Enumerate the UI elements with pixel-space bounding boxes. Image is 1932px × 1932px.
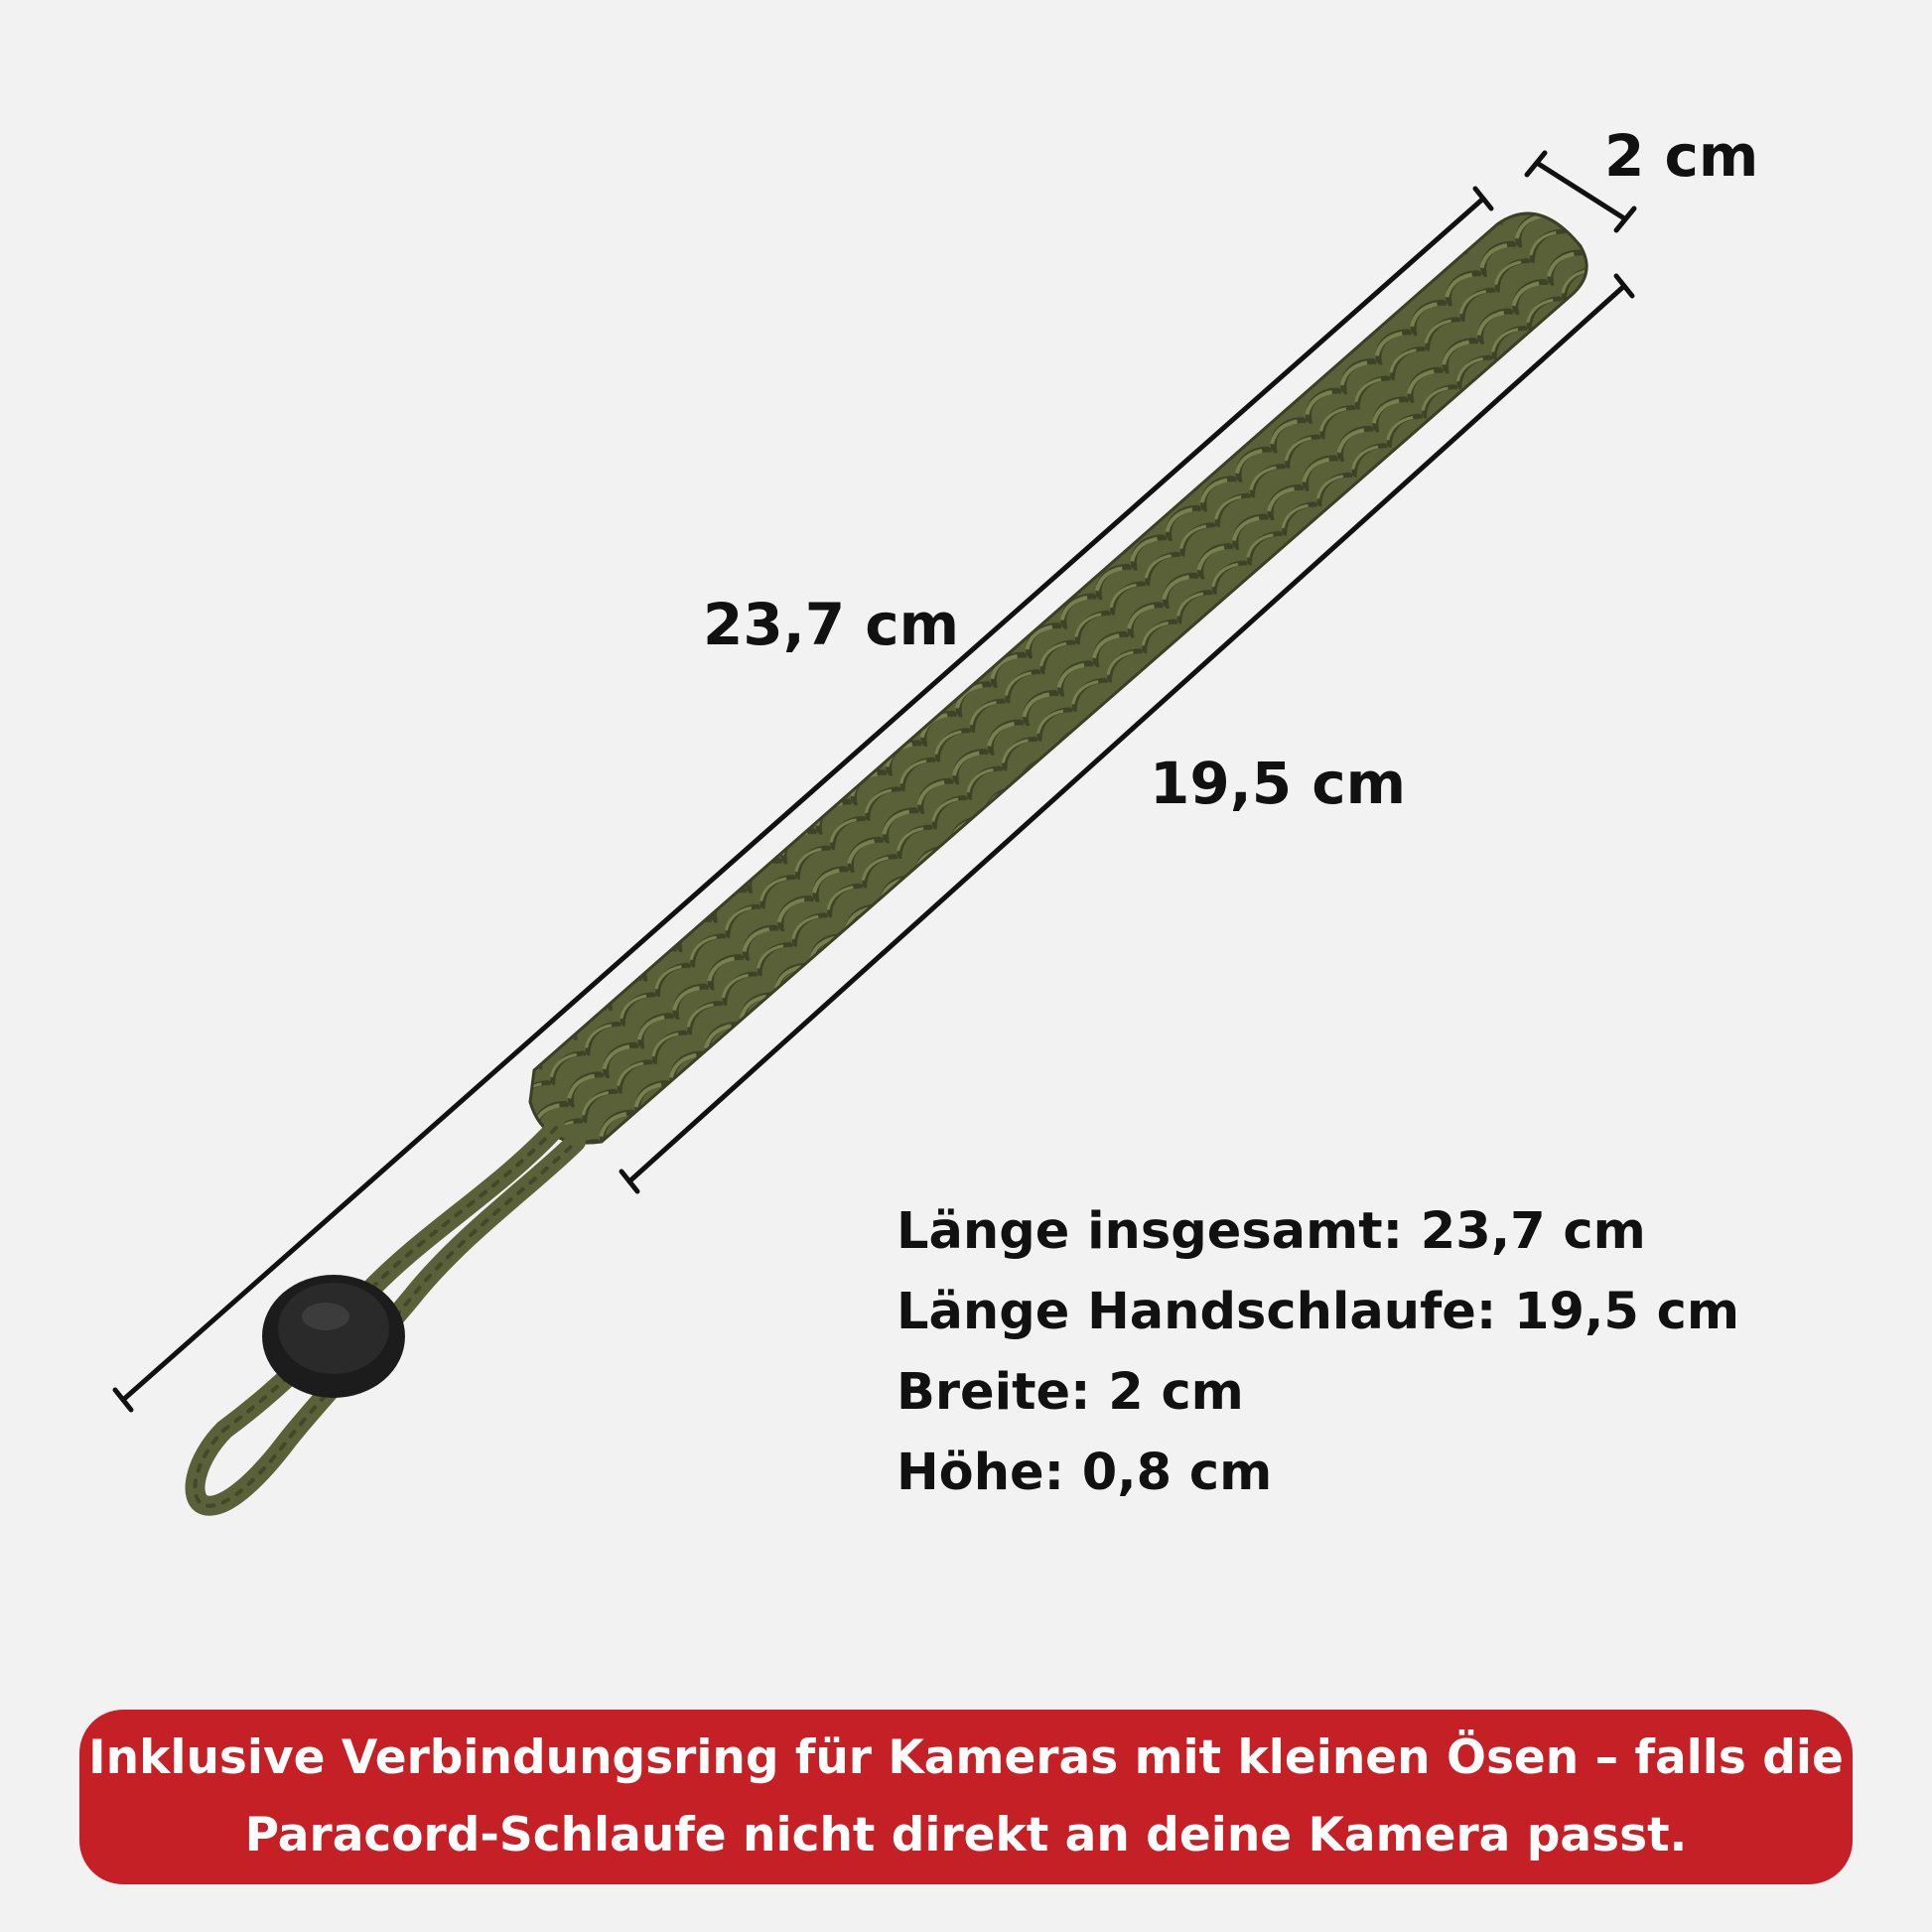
info-banner — [79, 1710, 1853, 1884]
banner-line-1: Inklusive Verbindungsring für Kameras mit kleinen Ösen – falls die — [88, 1730, 1844, 1785]
specs-list — [897, 1191, 1739, 1513]
spec-loop-length: Länge Handschlaufe: 19,5 cm — [897, 1283, 1739, 1341]
dimension-line-loop — [621, 276, 1632, 1191]
total-length-dimension-label: 23,7 cm — [703, 591, 960, 658]
spec-height: Höhe: 0,8 cm — [897, 1444, 1273, 1502]
width-dimension-label: 2 cm — [1604, 122, 1759, 190]
cord-lock-stopper — [262, 1275, 405, 1398]
banner-line-2: Paracord-Schlaufe nicht direkt an deine Kamera passt. — [244, 1808, 1688, 1863]
spec-total-length: Länge insgesamt: 23,7 cm — [897, 1202, 1646, 1261]
braided-strap — [530, 213, 1587, 1143]
loop-length-dimension-label: 19,5 cm — [1150, 750, 1407, 817]
spec-width: Breite: 2 cm — [897, 1363, 1244, 1422]
